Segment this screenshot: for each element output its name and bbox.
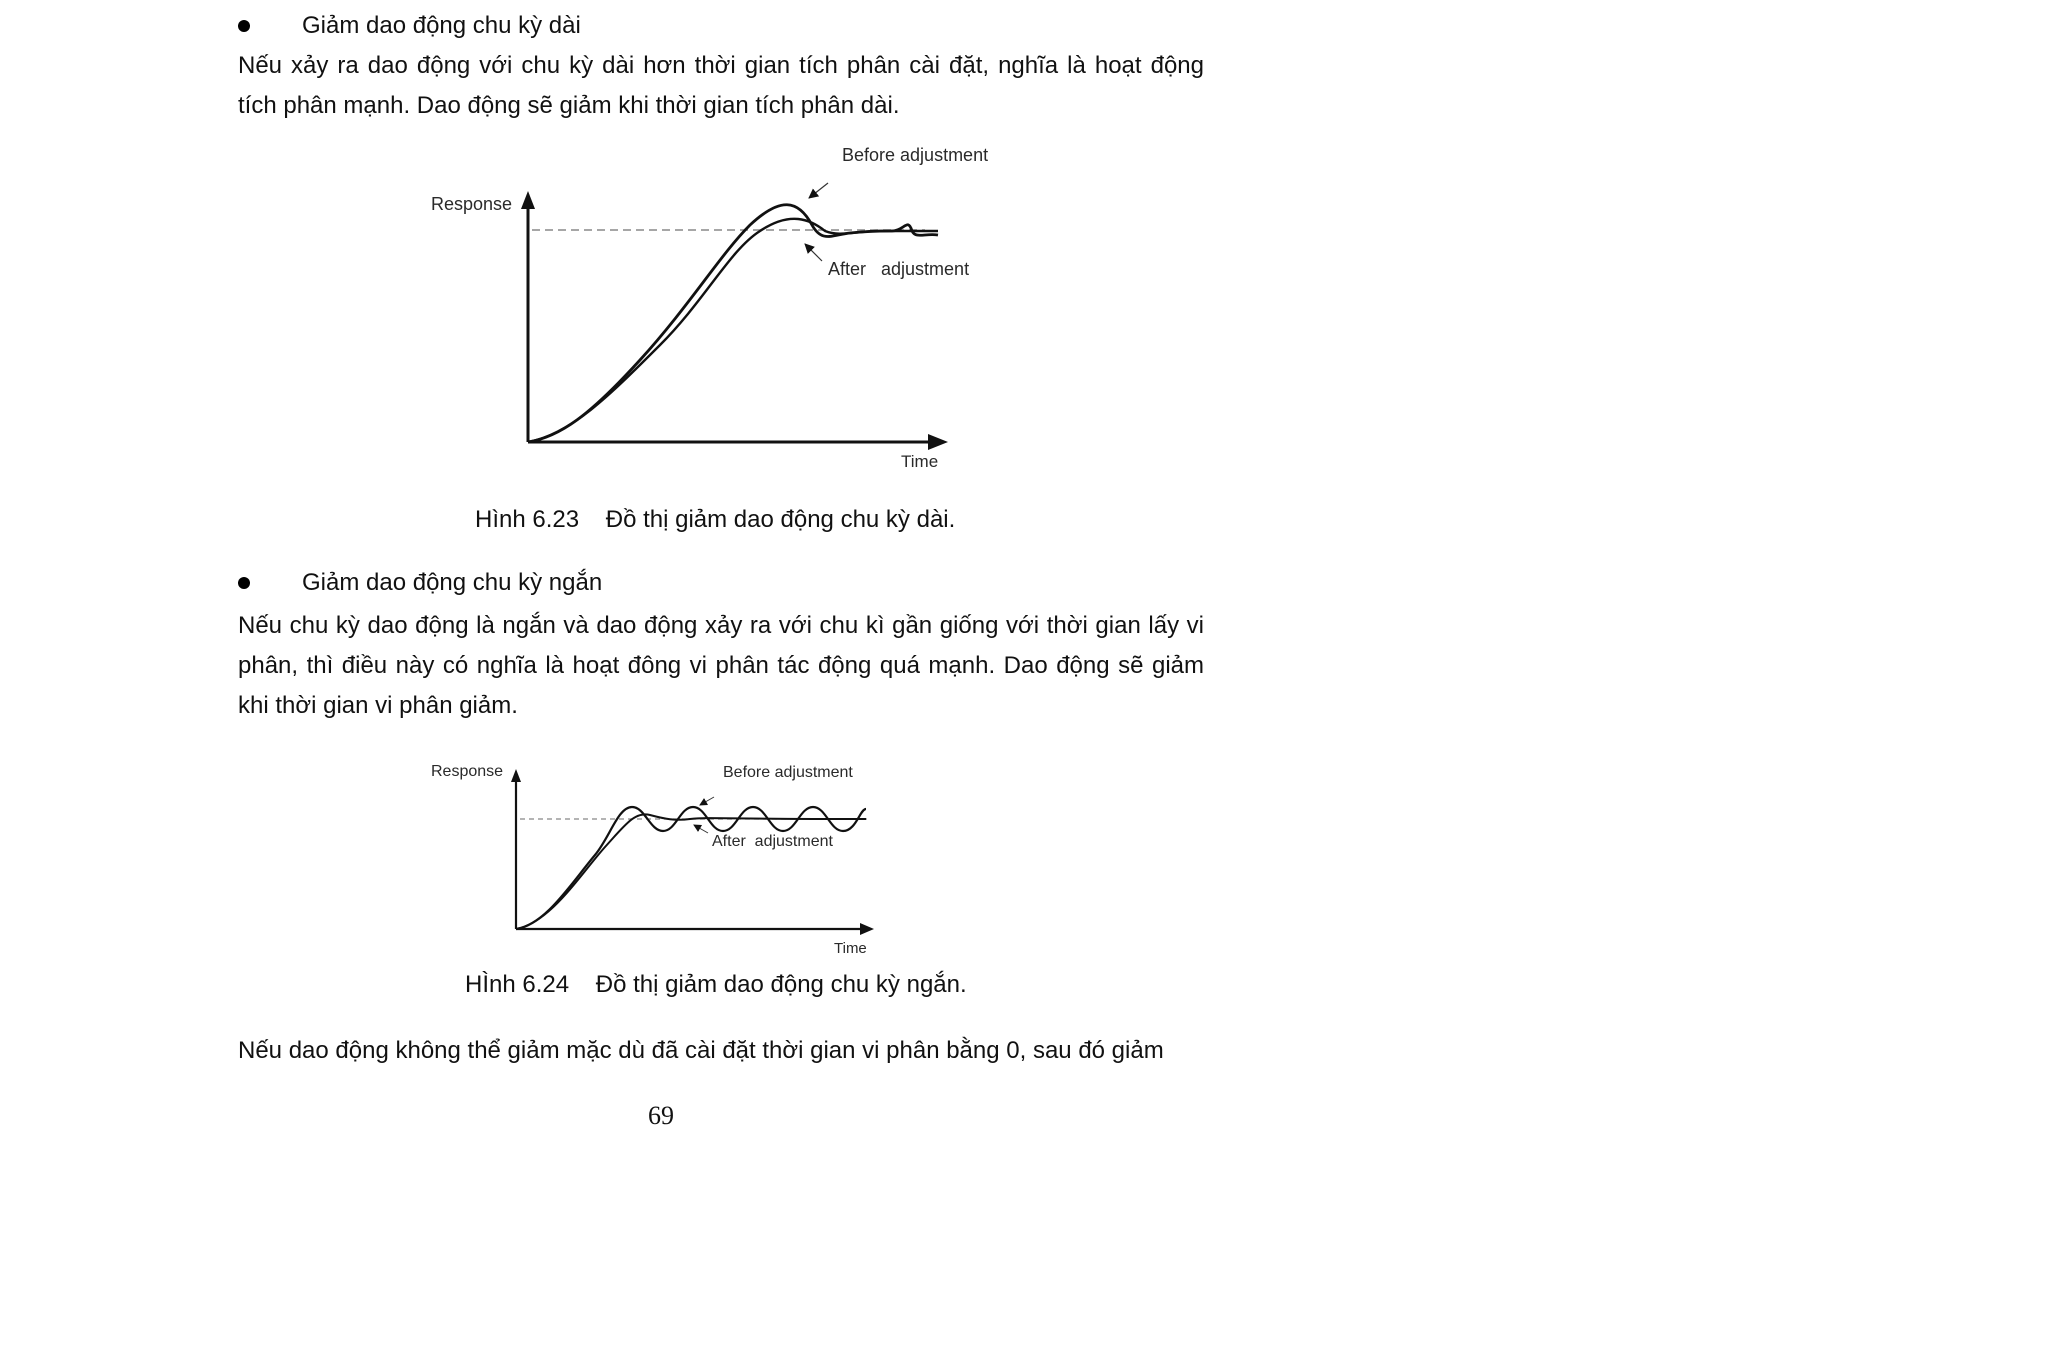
figure-caption-6-23: Hình 6.23 Đồ thị giảm dao động chu kỳ dài. (475, 506, 956, 533)
before-label-pointer (700, 797, 714, 805)
y-axis-label: Response (431, 194, 513, 214)
bullet-dot-icon (238, 20, 250, 32)
after-label-pointer (694, 825, 708, 833)
x-axis-label: Time (834, 940, 867, 957)
x-axis-arrow-icon (860, 923, 874, 935)
after-label-pointer (805, 244, 822, 261)
before-adjustment-curve (516, 807, 866, 929)
bullet-heading: Giảm dao động chu kỳ ngắn (302, 569, 603, 596)
after-adjustment-label: After adjustment (828, 259, 970, 279)
x-axis-arrow-icon (928, 434, 948, 450)
bullet-heading: Giảm dao động chu kỳ dài (302, 12, 581, 39)
bullet-dot-icon (238, 577, 250, 589)
x-axis-label: Time (901, 452, 939, 471)
y-axis-label: Response (431, 763, 504, 780)
figure-long-period-chart (420, 135, 1040, 475)
paragraph-short-period: Nếu chu kỳ dao động là ngắn và dao động xảy ra với chu kì gần giống với thời gian lấy vi phân, thì điều này có nghĩa là hoạt đông vi phân tác động quá mạnh. Dao động sẽ giảm khi thời gian vi phân giảm. (238, 612, 1204, 719)
page-number: 69 (648, 1101, 674, 1130)
paragraph-long-period: Nếu xảy ra dao động với chu kỳ dài hơn thời gian tích phân cài đặt, nghĩa là hoạt động tích phân mạnh. Dao động sẽ giảm khi thời gian tích phân dài. (238, 52, 1204, 119)
before-adjustment-label: Before adjustment (842, 145, 989, 165)
after-adjustment-label: After adjustment (712, 833, 833, 850)
paragraph-closing: Nếu dao động không thể giảm mặc dù đã cài đặt thời gian vi phân bằng 0, sau đó giảm (238, 1037, 1164, 1064)
before-adjustment-curve (528, 205, 938, 442)
figure-caption-6-24: HÌnh 6.24 Đồ thị giảm dao động chu kỳ ngắn. (465, 971, 967, 998)
y-axis-arrow-icon (511, 769, 521, 782)
after-adjustment-curve (516, 814, 866, 929)
figure-short-period-chart (420, 755, 900, 965)
before-adjustment-label: Before adjustment (723, 764, 853, 781)
before-label-pointer (809, 183, 828, 198)
y-axis-arrow-icon (521, 191, 535, 209)
